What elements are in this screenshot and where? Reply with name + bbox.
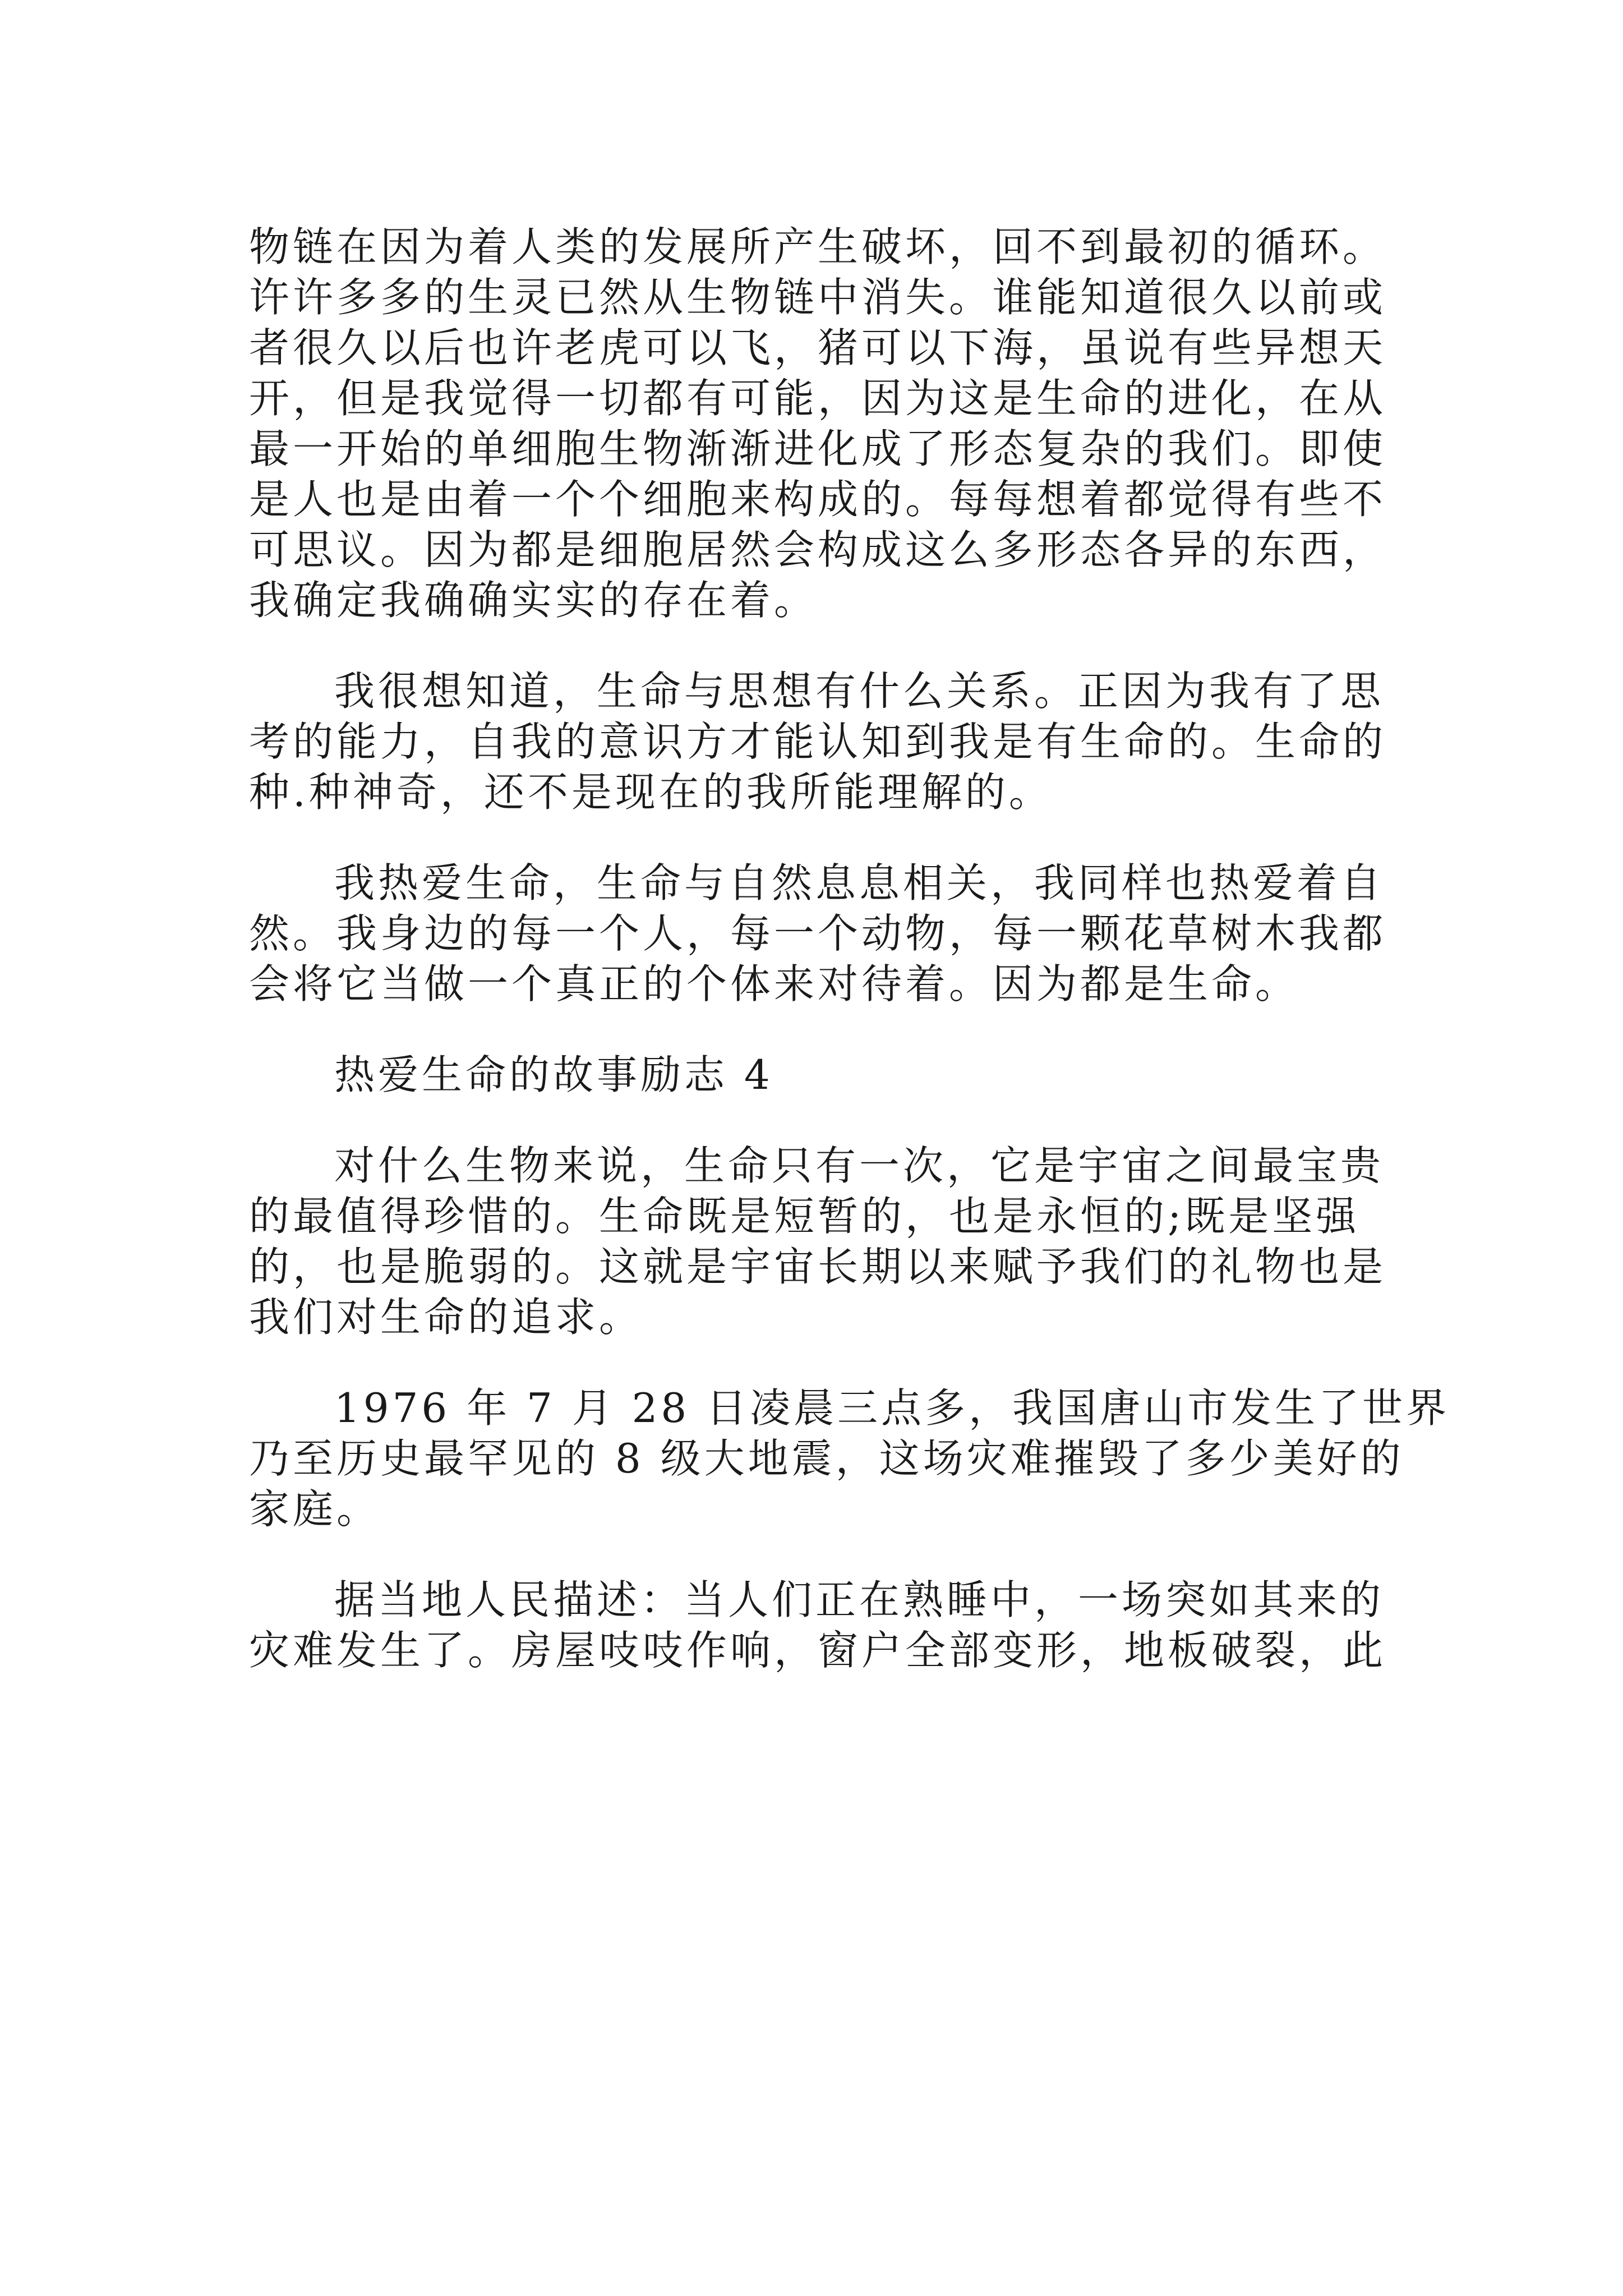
text-line: 开，但是我觉得一切都有可能，因为这是生命的进化，在从 <box>249 375 1387 422</box>
text-line: 的最值得珍惜的。生命既是短暂的，也是永恒的;既是坚强 <box>249 1193 1360 1240</box>
paragraph-start: 据当地人民描述：当人们正在熟睡中，一场突如其来的 <box>334 1576 1385 1623</box>
text-line: 我们对生命的追求。 <box>249 1294 643 1341</box>
text-line: 最一开始的单细胞生物渐渐进化成了形态复杂的我们。即使 <box>249 425 1387 472</box>
text-line: 然。我身边的每一个人，每一个动物，每一颗花草树木我都 <box>249 910 1387 957</box>
text-line: 乃至历史最罕见的 8 级大地震，这场灾难摧毁了多少美好的 <box>249 1435 1404 1482</box>
text-line: 的，也是脆弱的。这就是宇宙长期以来赋予我们的礼物也是 <box>249 1243 1387 1290</box>
text-line: 者很久以后也许老虎可以飞，猪可以下海，虽说有些异想天 <box>249 324 1387 371</box>
section-heading: 热爱生命的故事励志 4 <box>334 1051 773 1098</box>
paragraph-start: 我热爱生命，生命与自然息息相关，我同样也热爱着自 <box>334 859 1385 907</box>
text-line: 会将它当做一个真正的个体来对待着。因为都是生命。 <box>249 960 1299 1007</box>
text-line: 考的能力，自我的意识方才能认知到我是有生命的。生命的 <box>249 718 1387 765</box>
text-line: 许许多多的生灵已然从生物链中消失。谁能知道很久以前或 <box>249 274 1387 321</box>
paragraph-start: 我很想知道，生命与思想有什么关系。正因为我有了思 <box>334 668 1385 715</box>
text-line: 我确定我确确实实的存在着。 <box>249 577 818 624</box>
text-line: 是人也是由着一个个细胞来构成的。每每想着都觉得有些不 <box>249 476 1387 523</box>
text-line: 种.种神奇，还不是现在的我所能理解的。 <box>249 769 1053 816</box>
paragraph-start: 对什么生物来说，生命只有一次，它是宇宙之间最宝贵 <box>334 1142 1385 1189</box>
paragraph-start: 1976 年 7 月 28 日凌晨三点多，我国唐山市发生了世界 <box>334 1384 1450 1432</box>
text-line: 灾难发生了。房屋吱吱作响，窗户全部变形，地板破裂，此 <box>249 1627 1387 1674</box>
text-line: 物链在因为着人类的发展所产生破坏，回不到最初的循环。 <box>249 223 1387 270</box>
text-line: 可思议。因为都是细胞居然会构成这么多形态各异的东西， <box>249 526 1387 573</box>
document-body <box>249 222 1450 1676</box>
text-line: 家庭。 <box>249 1485 381 1533</box>
